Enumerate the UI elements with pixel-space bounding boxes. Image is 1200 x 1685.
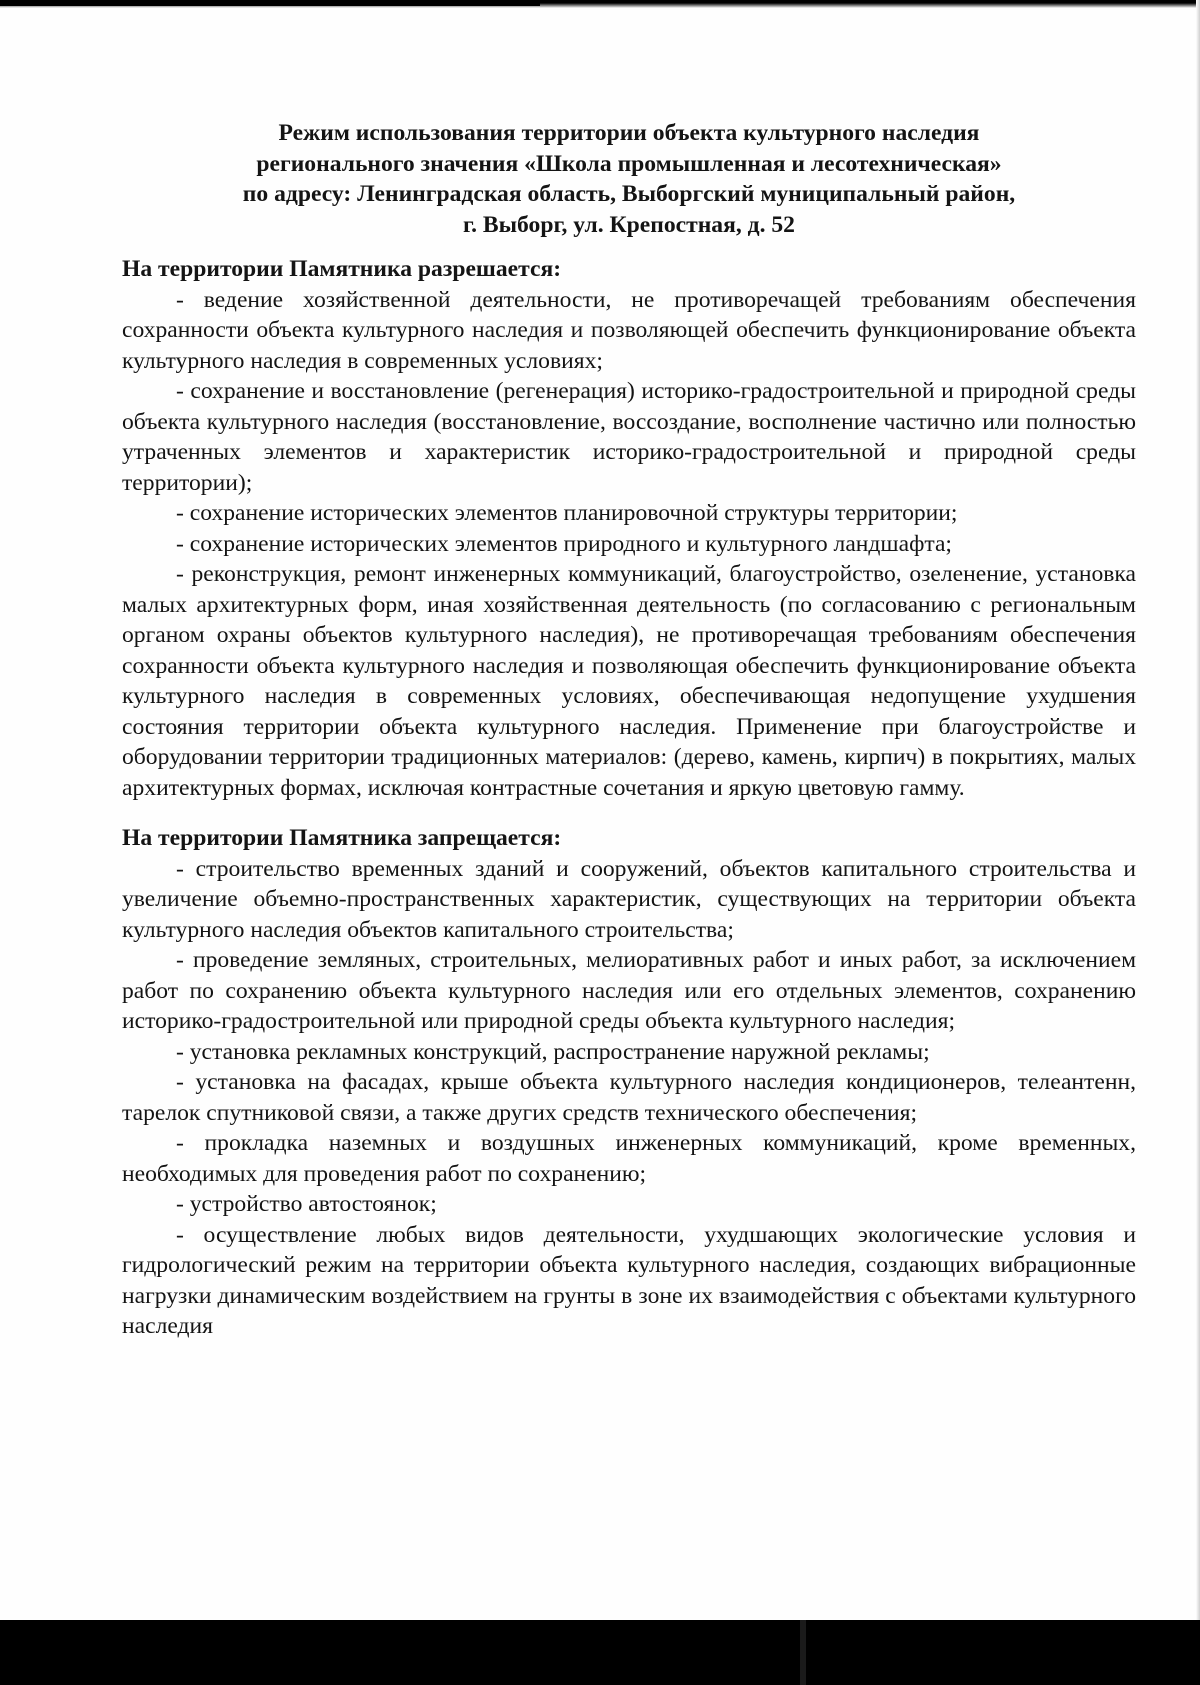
allowed-item: - сохранение и восстановление (регенерация) историко-градостроительной и природной среды объекта культурного наследия (восстановление, воссоздание, восполнение частично или полностью утраченных элементов и характеристик историко-градостроительной и природной среды территории);	[122, 378, 1136, 496]
title-line: регионального значения «Школа промышленная и лесотехническая»	[256, 150, 1002, 177]
scan-bottom-seam	[800, 1620, 806, 1685]
document-body	[122, 118, 1136, 1342]
scan-right-edge	[1196, 0, 1200, 1620]
forbidden-heading: На территории Памятника запрещается:	[122, 825, 562, 852]
forbidden-item: - установка рекламных конструкций, распространение наружной рекламы;	[176, 1038, 930, 1065]
scan-top-line	[0, 0, 540, 6]
forbidden-item: - осуществление любых видов деятельности, ухудшающих экологические условия и гидрологический режим на территории объекта культурного наследия, создающих вибрационные нагрузки динамическим воздействием на грунты в зоне их взаимодействия с объектами культурного наследия	[122, 1221, 1136, 1340]
forbidden-item: - прокладка наземных и воздушных инженерных коммуникаций, кроме временных, необходимых для проведения работ по сохранению;	[122, 1130, 1136, 1187]
allowed-section	[122, 254, 1136, 803]
forbidden-item: - устройство автостоянок;	[176, 1191, 437, 1218]
allowed-item: - сохранение исторических элементов планировочной структуры территории;	[176, 500, 958, 527]
title-line: Режим использования территории объекта культурного наследия	[278, 120, 980, 146]
forbidden-section	[122, 823, 1136, 1342]
allowed-heading: На территории Памятника разрешается:	[122, 256, 562, 283]
forbidden-item: - установка на фасадах, крыше объекта культурного наследия кондиционеров, телеантенн, тарелок спутниковой связи, а также других средств технического обеспечения;	[122, 1069, 1136, 1126]
forbidden-item: - строительство временных зданий и сооружений, объектов капитального строительства и увеличение объемно-пространственных характеристик, существующих на территории объекта культурного наследия объектов капитального строительства;	[122, 855, 1136, 943]
scan-bottom-bar	[0, 1620, 1200, 1685]
title-line: г. Выборг, ул. Крепостная, д. 52	[463, 211, 795, 238]
allowed-item: - реконструкция, ремонт инженерных коммуникаций, благоустройство, озеленение, установка малых архитектурных форм, иная хозяйственная деятельность (по согласованию с региональным органом охраны объектов культурного наследия), не противоречащая требованиям обеспечения сохранности объекта культурного наследия и позволяющая обеспечить функционирование объекта культурного наследия в современных условиях, обеспечивающая недопущение ухудшения состояния территории объекта культурного наследия. Применение при благоустройстве и оборудовании территории традиционных материалов: (дерево, камень, кирпич) в покрытиях, малых архитектурных формах, исключая контрастные сочетания и яркую цветовую гамму.	[122, 561, 1136, 801]
allowed-item: - сохранение исторических элементов природного и культурного ландшафта;	[176, 530, 952, 557]
allowed-item: - ведение хозяйственной деятельности, не противоречащей требованиям обеспечения сохранности объекта культурного наследия и позволяющей обеспечить функционирование объекта культурного наследия в современных условиях;	[122, 286, 1136, 374]
forbidden-item: - проведение земляных, строительных, мелиоративных работ и иных работ, за исключением работ по сохранению объекта культурного наследия или его отдельных элементов, сохранению историко-градостроительной или природной среды объекта культурного наследия;	[122, 947, 1136, 1035]
document-title	[122, 118, 1136, 240]
section-spacer	[122, 803, 1136, 823]
title-line: по адресу: Ленинградская область, Выборгский муниципальный район,	[242, 181, 1016, 208]
